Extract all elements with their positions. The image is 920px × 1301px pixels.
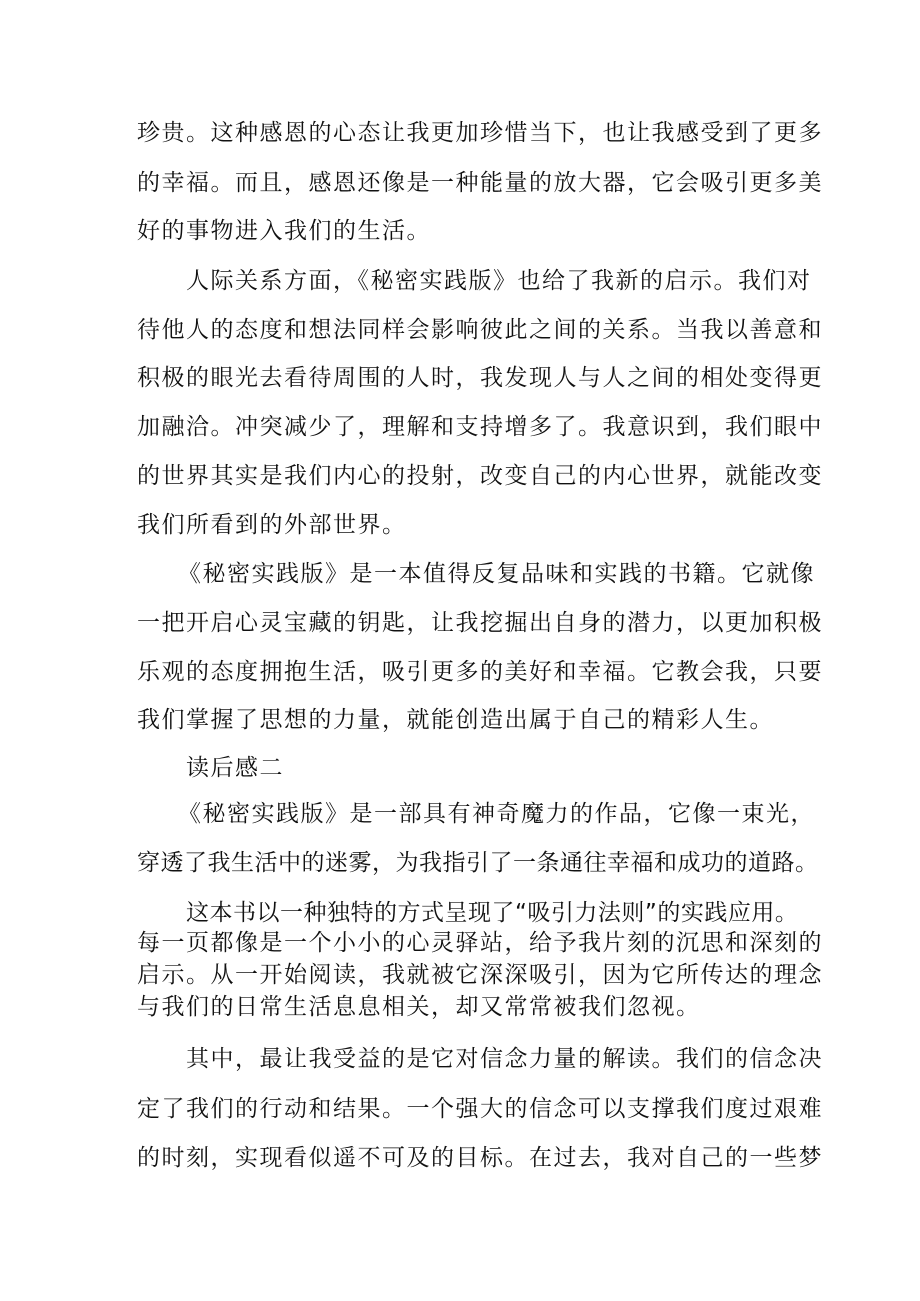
text-line: 积极的眼光去看待周围的人时，我发现人与人之间的相处变得更 [137, 365, 823, 391]
text-line: 的世界其实是我们内心的投射，改变自己的内心世界，就能改变 [137, 463, 823, 489]
text-line: 珍贵。这种感恩的心态让我更加珍惜当下，也让我感受到了更多 [137, 120, 823, 146]
text-line: 乐观的态度拥抱生活，吸引更多的美好和幸福。它教会我，只要 [137, 659, 823, 685]
text-line: 我们掌握了思想的力量，就能创造出属于自己的精彩人生。 [137, 707, 774, 733]
text-line: 好的事物进入我们的生活。 [137, 218, 431, 244]
text-line: 定了我们的行动和结果。一个强大的信念可以支撑我们度过艰难 [137, 1096, 823, 1122]
text-line: 与我们的日常生活息息相关，却又常常被我们忽视。 [137, 994, 701, 1020]
text-line: 每一页都像是一个小小的心灵驿站，给予我片刻的沉思和深刻的 [137, 930, 823, 956]
text-line: 启示。从一开始阅读，我就被它深深吸引，因为它所传达的理念 [137, 962, 823, 988]
text-line: 人际关系方面，《秘密实践版》也给了我新的启示。我们对 [186, 268, 812, 294]
text-line: 的时刻，实现看似遥不可及的目标。在过去，我对自己的一些梦 [137, 1145, 823, 1171]
text-line: 待他人的态度和想法同样会影响彼此之间的关系。当我以善意和 [137, 317, 823, 343]
section-heading: 读后感二 [186, 755, 284, 781]
text-line: 加融洽。冲突减少了，理解和支持增多了。我意识到，我们眼中 [137, 414, 823, 440]
text-line: 《秘密实践版》是一部具有神奇魔力的作品，它像一束光， [178, 801, 815, 827]
text-line: 穿透了我生活中的迷雾，为我指引了一条通往幸福和成功的道路。 [137, 850, 819, 876]
text-line: 我们所看到的外部世界。 [137, 512, 407, 538]
text-line: 的幸福。而且，感恩还像是一种能量的放大器，它会吸引更多美 [137, 170, 823, 196]
text-line: 其中，最让我受益的是它对信念力量的解读。我们的信念决 [186, 1046, 823, 1072]
text-line: 这本书以一种独特的方式呈现了“吸引力法则”的实践应用。 [186, 900, 799, 926]
text-line: 《秘密实践版》是一本值得反复品味和实践的书籍。它就像 [178, 561, 815, 587]
text-line: 一把开启心灵宝藏的钥匙，让我挖掘出自身的潜力，以更加积极 [137, 610, 823, 636]
